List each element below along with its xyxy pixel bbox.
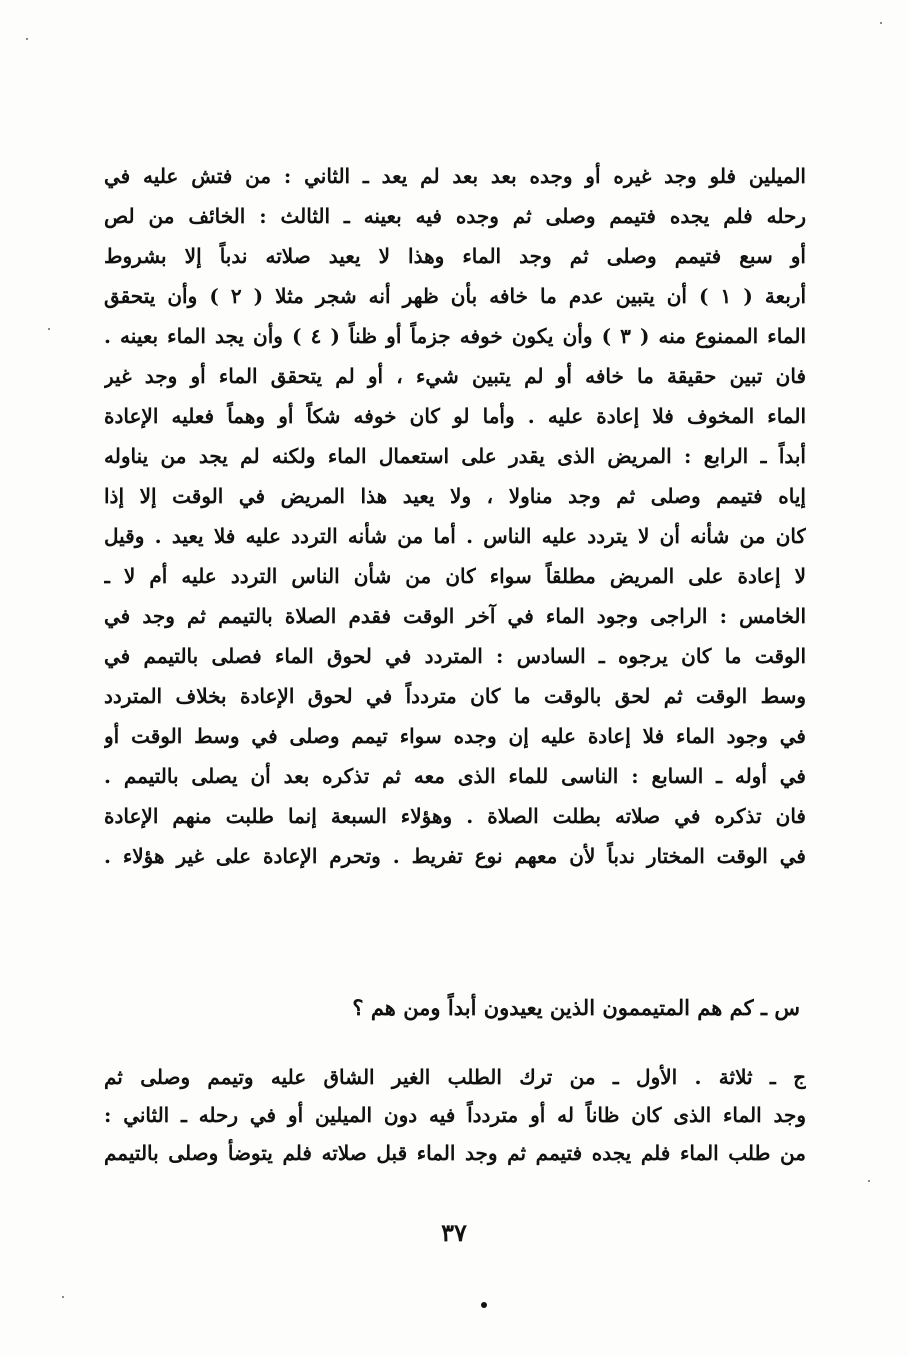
text-line: فان تبين حقيقة ما خافه أو لم يتبين شيء ، أو لم يتحقق الماء أو وجد غير [104, 364, 806, 388]
main-paragraph [104, 156, 806, 876]
text-line: في وجود الماء فلا إعادة عليه إن وجده سواء تيمم وصلى في وسط الوقت أو [104, 724, 806, 748]
text-line: وجد الماء الذى كان ظاناً له أو متردداً فيه دون الميلين أو في رحله ـ الثاني : [104, 1103, 806, 1127]
scan-speck [868, 1180, 870, 1182]
text-line: لا إعادة على المريض مطلقاً سواء كان من شأن الناس التردد عليه أم لا ـ [104, 564, 806, 588]
text-line: الوقت ما كان يرجوه ـ السادس : المتردد في لحوق الماء فصلى بالتيمم في [104, 644, 806, 668]
page-number: ٣٧ [441, 1218, 467, 1247]
text-line: في أوله ـ السابع : الناسى للماء الذى معه ثم تذكره بعد أن يصلى بالتيمم . [104, 764, 806, 788]
text-line: الماء المخوف فلا إعادة عليه . وأما لو كان خوفه شكاً أو وهماً فعليه الإعادة [104, 404, 806, 428]
text-line: الماء الممنوع منه ( ٣ ) وأن يكون خوفه جزماً أو ظناً ( ٤ ) وأن يجد الماء بعينه . [104, 324, 806, 348]
text-line: الميلين فلو وجد غيره أو وجده بعد بعد لم يعد ـ الثاني : من فتش عليه في [104, 164, 806, 188]
text-line: من طلب الماء فلم يجده فتيمم ثم وجد الماء قبل صلاته فلم يتوضأ وصلى بالتيمم [104, 1141, 806, 1165]
text-line: كان من شأنه أن لا يتردد عليه الناس . أما من شأنه التردد عليه فلا يعيد . وقيل [104, 524, 806, 548]
answer-paragraph [104, 1058, 806, 1172]
question-heading: س ـ كم هم المتيممون الذين يعيدون أبداً ومن هم ؟ [352, 995, 800, 1020]
print-dot [481, 1302, 487, 1308]
text-line: في الوقت المختار ندباً لأن معهم نوع تفريط . وتحرم الإعادة على غير هؤلاء . [104, 844, 806, 868]
text-line: ج ـ ثلاثة . الأول ـ من ترك الطلب الغير الشاق عليه وتيمم وصلى ثم [104, 1065, 806, 1089]
text-line: أبداً ـ الرابع : المريض الذى يقدر على استعمال الماء ولكنه لم يجد من يناوله [104, 444, 806, 468]
text-line: وسط الوقت ثم لحق بالوقت ما كان متردداً في لحوق الإعادة بخلاف المتردد [104, 684, 806, 708]
text-line: أربعة ( ١ ) أن يتبين عدم ما خافه بأن ظهر أنه شجر مثلا ( ٢ ) وأن يتحقق [104, 284, 806, 308]
scan-speck [26, 38, 28, 40]
scan-speck [880, 22, 882, 24]
text-line: رحله فلم يجده فتيمم وصلى ثم وجده فيه بعينه ـ الثالث : الخائف من لص [104, 204, 806, 228]
scan-speck [62, 1296, 64, 1298]
scan-speck [48, 328, 50, 330]
text-line: الخامس : الراجى وجود الماء في آخر الوقت فقدم الصلاة بالتيمم ثم وجد في [104, 604, 806, 628]
text-line: إياه فتيمم وصلى ثم وجد مناولا ، ولا يعيد هذا المريض في الوقت إلا إذا [104, 484, 806, 508]
text-line: أو سبع فتيمم وصلى ثم وجد الماء وهذا لا يعيد صلاته ندباً إلا بشروط [104, 244, 806, 268]
text-line: فان تذكره في صلاته بطلت الصلاة . وهؤلاء السبعة إنما طلبت منهم الإعادة [104, 804, 806, 828]
